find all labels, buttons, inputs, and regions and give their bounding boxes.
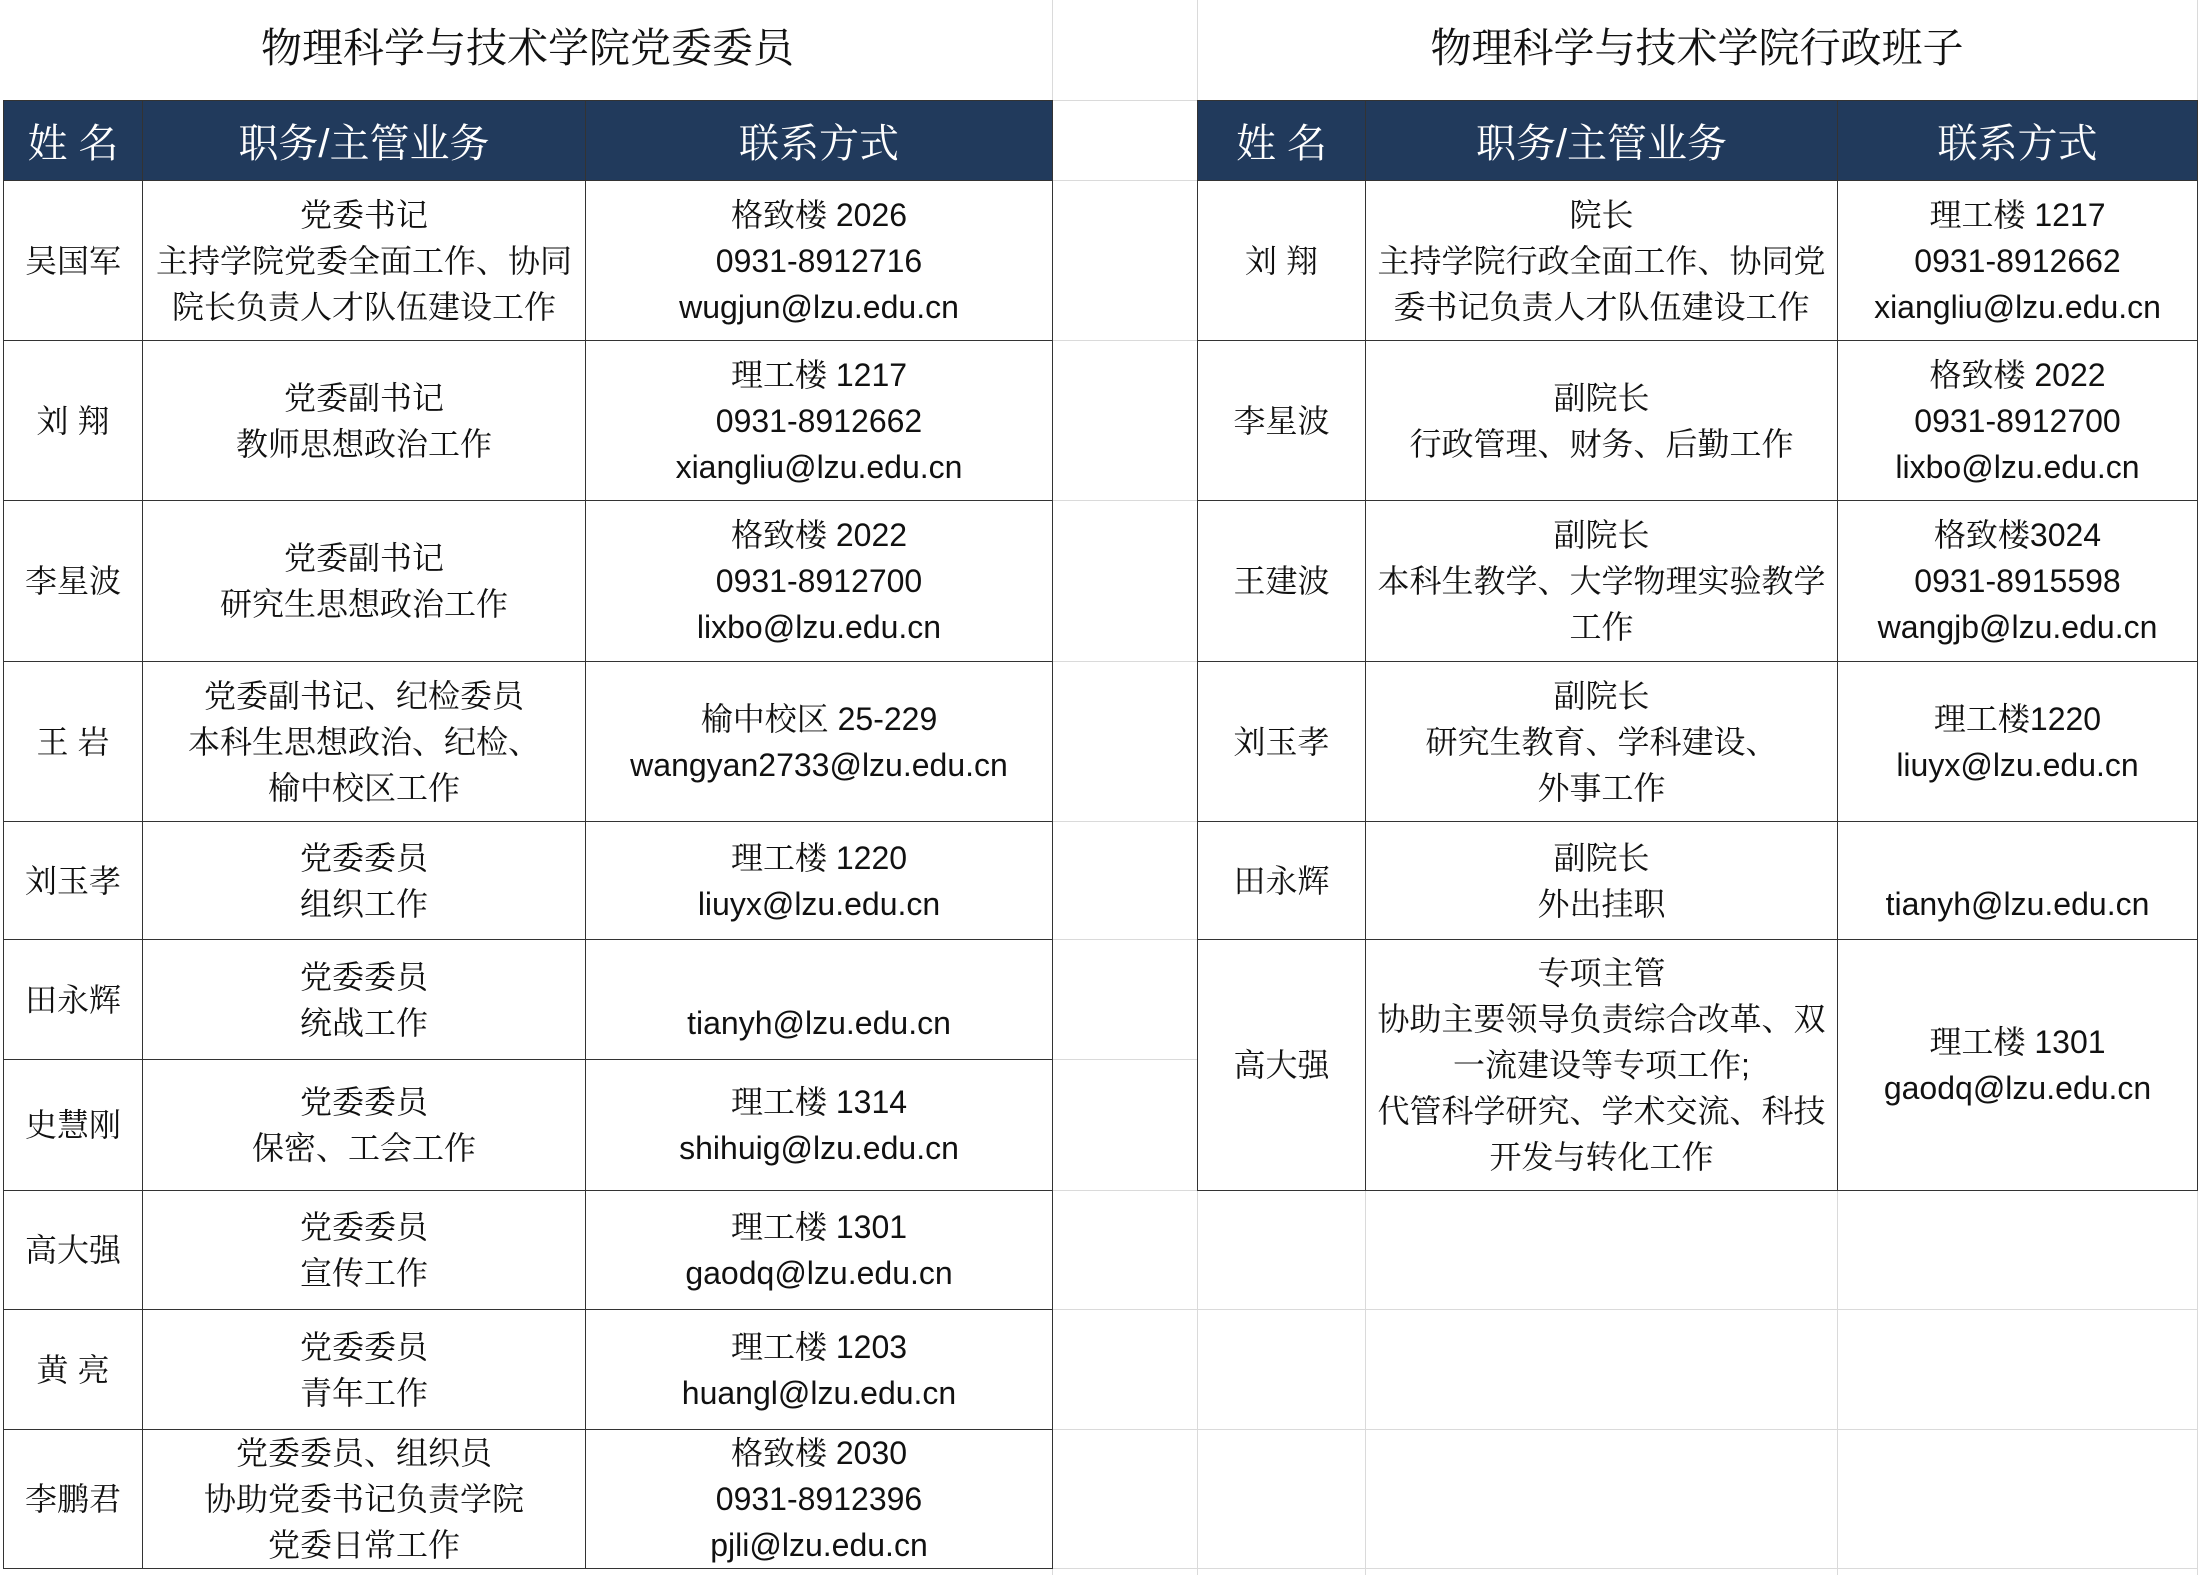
gridline	[1365, 1190, 1366, 1575]
table-header-row	[4, 101, 1053, 181]
duty-line: 党委副书记	[283, 540, 444, 576]
duty-line: 研究生教育、学科建设、	[1425, 723, 1778, 760]
header-duty: 职务/主管业务	[143, 101, 586, 181]
duty-line: 组织工作	[299, 885, 428, 922]
duty-line: 主持学院行政全面工作、协同党	[1377, 242, 1826, 279]
duty-cell	[143, 822, 586, 940]
table-row	[1198, 662, 2198, 822]
contact-line: huangl@lzu.edu.cn	[681, 1374, 957, 1411]
duty-line: 本科生教学、大学物理实验教学	[1377, 563, 1826, 599]
header-contact: 联系方式	[1838, 101, 2198, 181]
duty-line: 青年工作	[299, 1374, 428, 1411]
table-row	[1198, 181, 2198, 341]
contact-line: xiangliu@lzu.edu.cn	[675, 448, 963, 485]
duty-line: 党委委员	[299, 958, 428, 995]
duty-cell	[1366, 501, 1838, 662]
duty-line: 榆中校区工作	[267, 769, 460, 806]
duty-line: 本科生思想政治、纪检、	[187, 723, 540, 760]
contact-line: lixbo@lzu.edu.cn	[696, 609, 942, 645]
contact-line: lixbo@lzu.edu.cn	[1895, 448, 2140, 485]
name-cell: 刘 翔	[1198, 181, 1366, 341]
duty-line: 协助主要领导负责综合改革、双	[1377, 1001, 1826, 1037]
contact-line: 0931-8912700	[1914, 402, 2121, 439]
duty-line: 外事工作	[1537, 769, 1666, 806]
duty-line: 院长	[1569, 196, 1634, 233]
contact-cell	[586, 940, 1053, 1060]
contact-cell	[586, 662, 1053, 822]
header-name: 姓 名	[1198, 101, 1366, 181]
name-cell: 田永辉	[1198, 822, 1366, 940]
administration-rows	[1198, 181, 2198, 1191]
party-committee-rows	[4, 181, 1053, 1569]
duty-cell	[143, 1430, 586, 1569]
contact-line: liuyx@lzu.edu.cn	[1896, 746, 2139, 783]
duty-line: 外出挂职	[1537, 885, 1666, 922]
duty-line: 宣传工作	[299, 1255, 428, 1291]
table-row	[1198, 822, 2198, 940]
contact-cell	[586, 181, 1053, 341]
table-row	[1198, 501, 2198, 662]
contact-line: pjli@lzu.edu.cn	[710, 1527, 928, 1563]
duty-cell	[143, 1060, 586, 1191]
duty-line: 党委书记	[299, 196, 428, 233]
contact-cell	[1838, 940, 2198, 1191]
contact-cell	[586, 341, 1053, 501]
duty-line: 副院长	[1553, 517, 1650, 553]
contact-line: 格致楼 2026	[730, 196, 908, 233]
contact-cell	[1838, 662, 2198, 822]
contact-line: xiangliu@lzu.edu.cn	[1874, 288, 2161, 325]
party-committee-title: 物理科学与技术学院党委委员	[261, 25, 794, 71]
duty-line: 协助党委书记负责学院	[203, 1481, 524, 1517]
name-cell: 王 岩	[4, 662, 143, 822]
header-name: 姓 名	[4, 101, 143, 181]
duty-line: 专项主管	[1537, 955, 1666, 991]
duty-line: 副院长	[1553, 839, 1650, 876]
name-cell: 刘 翔	[4, 341, 143, 501]
contact-line: 理工楼 1314	[730, 1084, 908, 1120]
duty-line: 开发与转化工作	[1489, 1139, 1714, 1175]
party-committee-panel	[3, 0, 1052, 1569]
duty-line: 党委委员	[299, 839, 428, 876]
contact-line: liuyx@lzu.edu.cn	[697, 885, 941, 922]
duty-line: 代管科学研究、学术交流、科技	[1377, 1093, 1826, 1129]
name-cell: 吴国军	[4, 181, 143, 341]
table-header-row	[1198, 101, 2198, 181]
duty-cell	[143, 341, 586, 501]
duty-line: 党委委员、组织员	[235, 1435, 492, 1471]
contact-line: 理工楼 1220	[730, 839, 908, 876]
duty-line: 副院长	[1553, 379, 1650, 416]
contact-cell	[1838, 341, 2198, 501]
duty-line: 工作	[1569, 609, 1634, 645]
contact-line: 0931-8912716	[715, 242, 923, 279]
header-contact: 联系方式	[586, 101, 1053, 181]
duty-cell	[143, 501, 586, 662]
table-row	[4, 1430, 1053, 1569]
name-cell: 刘玉孝	[4, 822, 143, 940]
contact-line: 格致楼 2022	[730, 517, 908, 553]
contact-cell	[586, 822, 1053, 940]
contact-line: shihuig@lzu.edu.cn	[679, 1130, 959, 1166]
gridline	[1052, 1429, 2197, 1430]
duty-cell	[1366, 822, 1838, 940]
contact-line: 理工楼 1301	[1929, 1024, 2106, 1060]
contact-cell	[586, 1310, 1053, 1430]
table-row	[4, 1060, 1053, 1191]
table-row	[4, 940, 1053, 1060]
duty-line: 保密、工会工作	[251, 1130, 476, 1166]
duty-line: 党委副书记	[283, 379, 444, 416]
contact-cell	[1838, 822, 2198, 940]
gridline	[1052, 1309, 2197, 1310]
party-committee-table	[3, 100, 1053, 1569]
duty-line: 党委委员	[299, 1084, 428, 1120]
duty-line: 副院长	[1553, 677, 1650, 714]
contact-line: gaodq@lzu.edu.cn	[685, 1255, 953, 1291]
contact-line: gaodq@lzu.edu.cn	[1883, 1070, 2152, 1106]
duty-cell	[143, 1191, 586, 1310]
contact-line: 榆中校区 25-229	[700, 700, 938, 737]
duty-line: 研究生思想政治工作	[219, 586, 508, 622]
duty-line: 统战工作	[299, 1004, 428, 1041]
administration-panel	[1197, 0, 2197, 1191]
contact-line: wangjb@lzu.edu.cn	[1877, 609, 2158, 645]
name-cell: 刘玉孝	[1198, 662, 1366, 822]
contact-line: 理工楼1220	[1933, 700, 2102, 737]
name-cell: 李星波	[1198, 341, 1366, 501]
table-row	[4, 1310, 1053, 1430]
name-cell: 黄 亮	[4, 1310, 143, 1430]
duty-cell	[1366, 181, 1838, 341]
duty-line: 党委日常工作	[267, 1527, 460, 1563]
duty-line: 一流建设等专项工作;	[1453, 1047, 1750, 1083]
duty-line: 党委委员	[299, 1328, 428, 1365]
name-cell: 高大强	[1198, 940, 1366, 1191]
name-cell: 李鹏君	[4, 1430, 143, 1569]
contact-line: 0931-8912396	[715, 1481, 923, 1517]
contact-line: 理工楼 1217	[1929, 196, 2106, 233]
duty-line: 教师思想政治工作	[235, 425, 492, 462]
name-cell: 高大强	[4, 1191, 143, 1310]
contact-cell	[586, 1191, 1053, 1310]
duty-cell	[1366, 940, 1838, 1191]
name-cell: 田永辉	[4, 940, 143, 1060]
name-cell: 李星波	[4, 501, 143, 662]
contact-line: 理工楼 1217	[730, 356, 908, 393]
contact-line: tianyh@lzu.edu.cn	[687, 1004, 951, 1041]
duty-line: 主持学院党委全面工作、协同	[155, 242, 572, 279]
contact-line: 格致楼3024	[1933, 517, 2102, 553]
name-cell: 史慧刚	[4, 1060, 143, 1191]
table-row	[4, 1191, 1053, 1310]
duty-line: 党委委员	[299, 1209, 428, 1245]
duty-line: 委书记负责人才队伍建设工作	[1393, 288, 1810, 325]
contact-cell	[586, 1430, 1053, 1569]
duty-cell	[143, 662, 586, 822]
gridline	[1837, 1190, 1838, 1575]
table-row	[4, 341, 1053, 501]
contact-cell	[1838, 501, 2198, 662]
contact-line: tianyh@lzu.edu.cn	[1885, 885, 2150, 922]
table-row	[4, 662, 1053, 822]
gridline	[1052, 1568, 2197, 1569]
duty-line: 行政管理、财务、后勤工作	[1409, 425, 1794, 462]
contact-line: 理工楼 1203	[730, 1328, 908, 1365]
table-row	[1198, 341, 2198, 501]
administration-table	[1197, 100, 2198, 1191]
duty-line: 党委副书记、纪检委员	[203, 677, 524, 714]
administration-title: 物理科学与技术学院行政班子	[1430, 25, 1964, 71]
table-row	[4, 181, 1053, 341]
table-row	[4, 822, 1053, 940]
contact-cell	[586, 1060, 1053, 1191]
table-row	[1198, 940, 2198, 1191]
contact-line: wugjun@lzu.edu.cn	[679, 288, 959, 325]
duty-cell	[1366, 341, 1838, 501]
duty-cell	[143, 940, 586, 1060]
duty-cell	[143, 181, 586, 341]
duty-line: 院长负责人才队伍建设工作	[171, 288, 556, 325]
name-cell: 王建波	[1198, 501, 1366, 662]
contact-line: 0931-8912662	[715, 402, 923, 439]
contact-line: 0931-8912700	[715, 563, 923, 599]
table-row	[4, 501, 1053, 662]
header-duty: 职务/主管业务	[1366, 101, 1838, 181]
contact-line: wangyan2733@lzu.edu.cn	[630, 746, 1008, 783]
contact-line: 格致楼 2030	[730, 1435, 908, 1471]
contact-cell	[586, 501, 1053, 662]
duty-cell	[143, 1310, 586, 1430]
contact-line: 理工楼 1301	[730, 1209, 908, 1245]
duty-cell	[1366, 662, 1838, 822]
contact-cell	[1838, 181, 2198, 341]
contact-line: 0931-8915598	[1914, 563, 2121, 599]
contact-line: 格致楼 2022	[1929, 356, 2106, 393]
contact-line: 0931-8912662	[1914, 242, 2121, 279]
